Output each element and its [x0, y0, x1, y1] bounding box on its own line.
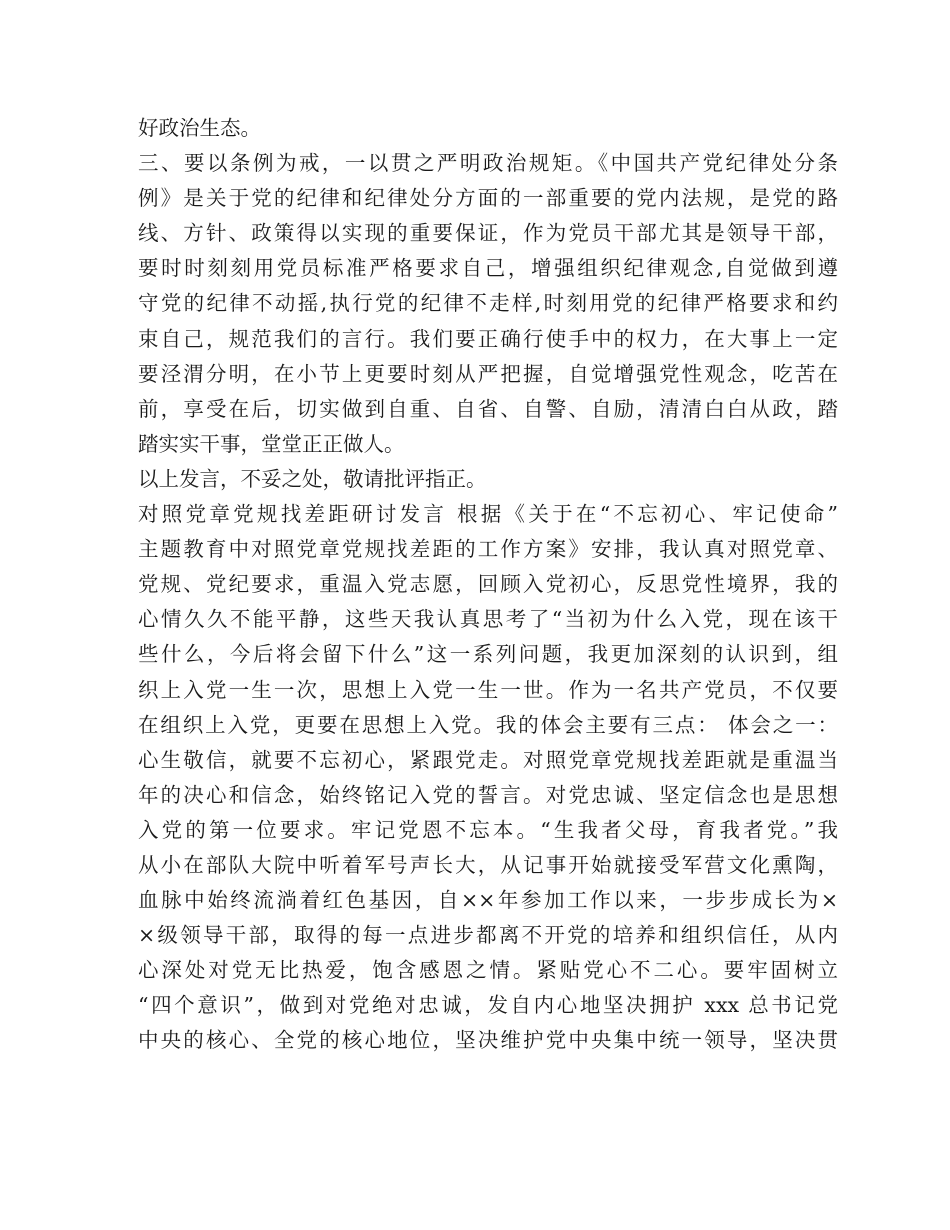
text-line: 踏实实干事，堂堂正正做人。: [138, 431, 405, 456]
text-line: 些什么，今后将会留下什么”这一系列问题，我更加深刻的认识到，组: [138, 642, 838, 667]
text-line: 束自己，规范我们的言行。我们要正确行使手中的权力，在大事上一定: [138, 326, 838, 351]
text-line: 好政治生态。: [138, 116, 261, 140]
text-line: 守党的纪律不动摇,执行党的纪律不走样,时刻用党的纪律严格要求和约: [138, 291, 838, 316]
text-line: 三、要以条例为戒，一以贯之严明政治规矩。《中国共产党纪律处分条: [138, 151, 838, 176]
text-line: 例》是关于党的纪律和纪律处分方面的一部重要的党内法规，是党的路: [138, 186, 838, 211]
document-body-text: [138, 111, 838, 1059]
text-line: 前，享受在后，切实做到自重、自省、自警、自励，清清白白从政，踏: [138, 396, 838, 421]
text-line: 血脉中始终流淌着红色基因，自××年参加工作以来，一步步成长为×: [138, 888, 838, 913]
text-line: 心深处对党无比热爱，饱含感恩之情。紧贴党心不二心。要牢固树立: [138, 958, 838, 983]
text-line: ×级领导干部，取得的每一点进步都离不开党的培养和组织信任，从内: [138, 923, 838, 948]
text-line: 心生敬信，就要不忘初心，紧跟党走。对照党章党规找差距就是重温当: [138, 747, 838, 772]
text-line: 年的决心和信念，始终铭记入党的誓言。对党忠诚、坚定信念也是思想: [138, 782, 838, 807]
text-line: 对照党章党规找差距研讨发言 根据《关于在“不忘初心、牢记使命”: [138, 502, 838, 527]
text-line: 以上发言，不妥之处，敬请批评指正。: [138, 466, 487, 491]
text-line: 中央的核心、全党的核心地位，坚决维护党中央集中统一领导，坚决贯: [138, 1028, 838, 1053]
text-line: 主题教育中对照党章党规找差距的工作方案》安排，我认真对照党章、: [138, 537, 838, 562]
text-line: 织上入党一生一次，思想上入党一生一世。作为一名共产党员，不仅要: [138, 677, 838, 702]
text-line: 要时时刻刻用党员标准严格要求自己，增强组织纪律观念,自觉做到遵: [138, 256, 838, 281]
text-line: “四个意识”，做到对党绝对忠诚，发自内心地坚决拥护 xxx 总书记党: [138, 993, 838, 1018]
text-line: 从小在部队大院中听着军号声长大，从记事开始就接受军营文化熏陶，: [138, 852, 838, 877]
text-line: 入党的第一位要求。牢记党恩不忘本。“生我者父母，育我者党。”我: [138, 817, 838, 842]
text-line: 要泾渭分明，在小节上更要时刻从严把握，自觉增强党性观念，吃苦在: [138, 361, 838, 386]
text-line: 在组织上入党，更要在思想上入党。我的体会主要有三点： 体会之一：: [138, 712, 838, 737]
text-line: 线、方针、政策得以实现的重要保证，作为党员干部尤其是领导干部，: [138, 221, 838, 246]
text-line: 党规、党纪要求，重温入党志愿，回顾入党初心，反思党性境界，我的: [138, 572, 838, 597]
text-line: 心情久久不能平静，这些天我认真思考了“当初为什么入党，现在该干: [138, 607, 838, 632]
